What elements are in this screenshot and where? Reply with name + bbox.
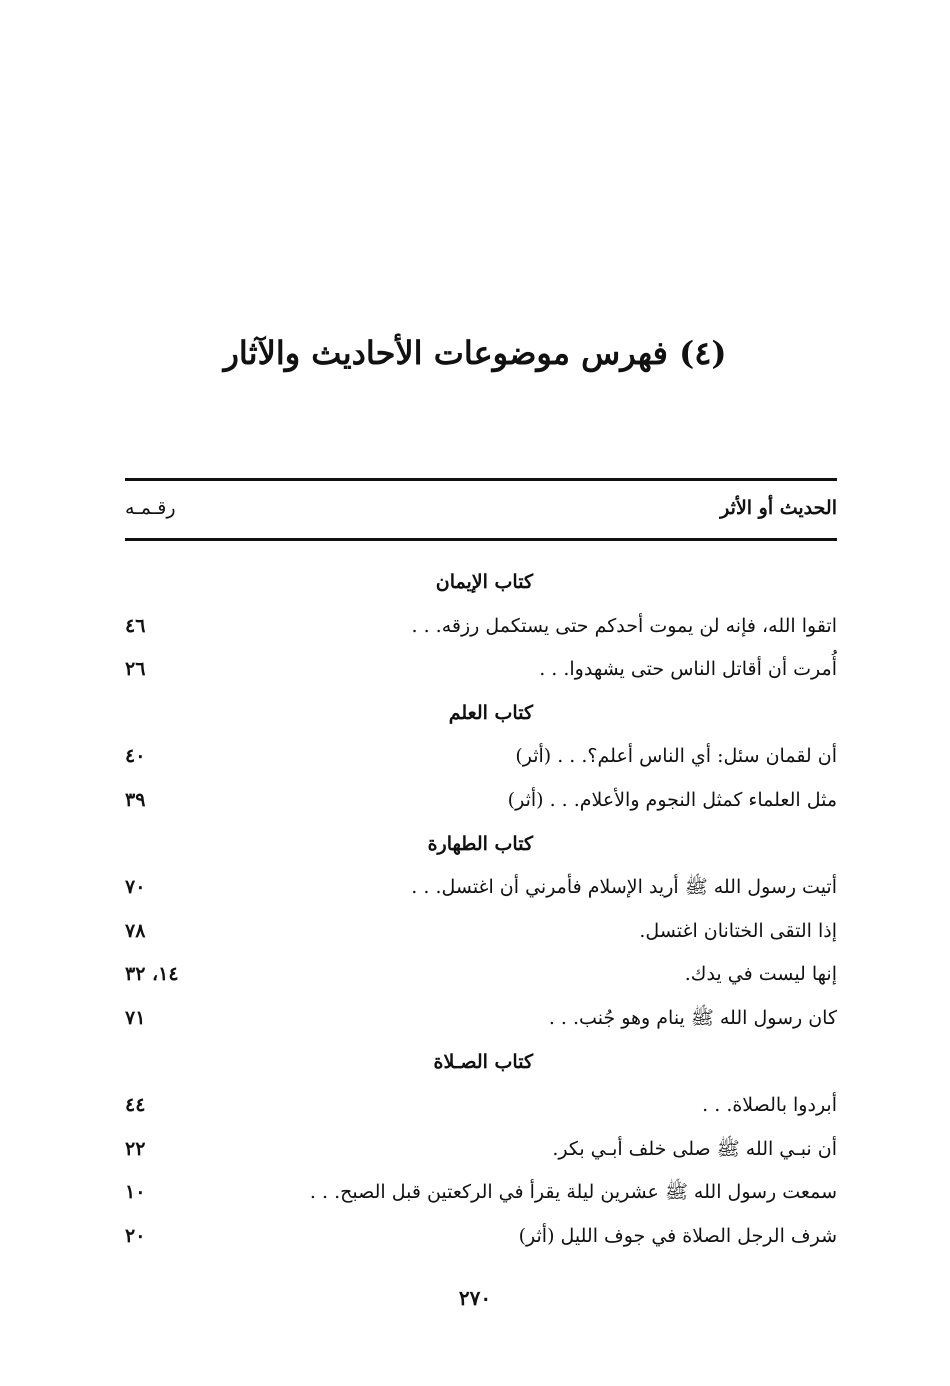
section-title: كتاب العلم — [448, 701, 533, 724]
section-title: كتاب الإيمان — [435, 571, 533, 593]
entry-text: إنها ليست في يدك. — [684, 963, 837, 986]
entry-number: ٣٩ — [125, 788, 146, 811]
section-heading — [125, 692, 837, 736]
entry-number: ٤٤ — [125, 1094, 146, 1117]
list-item — [125, 1128, 837, 1172]
list-item — [125, 779, 837, 823]
entry-text: أن لقمان سئل: أي الناس أعلم؟. . . (أثر) — [515, 745, 837, 768]
header-text-label: الحديث أو الأثر — [720, 497, 837, 519]
entry-text: إذا التقى الختانان اغتسل. — [639, 919, 837, 942]
list-item — [125, 866, 837, 910]
entry-number: ٢٢ — [125, 1137, 146, 1160]
list-item — [125, 1084, 837, 1128]
entry-text: أُمرت أن أقاتل الناس حتى يشهدوا. . . — [539, 658, 837, 681]
list-item — [125, 605, 837, 649]
entry-number: ٧٠ — [125, 876, 146, 899]
section-heading — [125, 1041, 837, 1085]
page-number: ٢٧٠ — [458, 1286, 492, 1310]
section-heading — [125, 561, 837, 605]
section-title: كتاب الصـلاة — [433, 1050, 533, 1073]
entry-number: ١٠ — [125, 1181, 146, 1204]
entry-number: ٤٦ — [125, 614, 146, 637]
list-item — [125, 1215, 837, 1259]
list-item — [125, 910, 837, 954]
entry-text: شرف الرجل الصلاة في جوف الليل (أثر) — [518, 1224, 837, 1247]
entry-text: كان رسول الله ﷺ ينام وهو جُنب. . . — [548, 1006, 837, 1029]
table-header — [125, 488, 837, 528]
table-header-rule — [125, 538, 837, 541]
entry-text: سمعت رسول الله ﷺ عشرين ليلة يقرأ في الركعتين قبل الصبح. . . — [309, 1181, 837, 1204]
entry-text: أتيت رسول الله ﷺ أريد الإسلام فأمرني أن اغتسل. . . — [411, 876, 837, 899]
list-item — [125, 1171, 837, 1215]
entry-number: ٧١ — [125, 1006, 146, 1029]
entry-text: اتقوا الله، فإنه لن يموت أحدكم حتى يستكمل رزقه. . . — [411, 614, 837, 637]
entry-number: ٤٠ — [125, 745, 146, 768]
header-number-label: رقـمـه — [125, 497, 176, 519]
list-item — [125, 953, 837, 997]
entry-number: ٢٠ — [125, 1224, 146, 1247]
entry-text: أبردوا بالصلاة. . . — [702, 1094, 837, 1117]
section-title: كتاب الطهارة — [427, 832, 533, 855]
index-list — [125, 561, 837, 1259]
list-item — [125, 735, 837, 779]
entry-number: ١٤، ٣٢ — [125, 963, 179, 986]
entry-number: ٧٨ — [125, 919, 146, 942]
entry-text: أن نبـي الله ﷺ صلى خلف أبـي بكر. — [552, 1137, 837, 1160]
list-item — [125, 648, 837, 692]
section-heading — [125, 823, 837, 867]
list-item — [125, 997, 837, 1041]
table-top-rule — [125, 478, 837, 481]
entry-number: ٢٦ — [125, 658, 146, 681]
page-title: (٤) فهرس موضوعات الأحاديث والآثار — [223, 334, 727, 372]
entry-text: مثل العلماء كمثل النجوم والأعلام. . . (أثر) — [507, 788, 837, 811]
